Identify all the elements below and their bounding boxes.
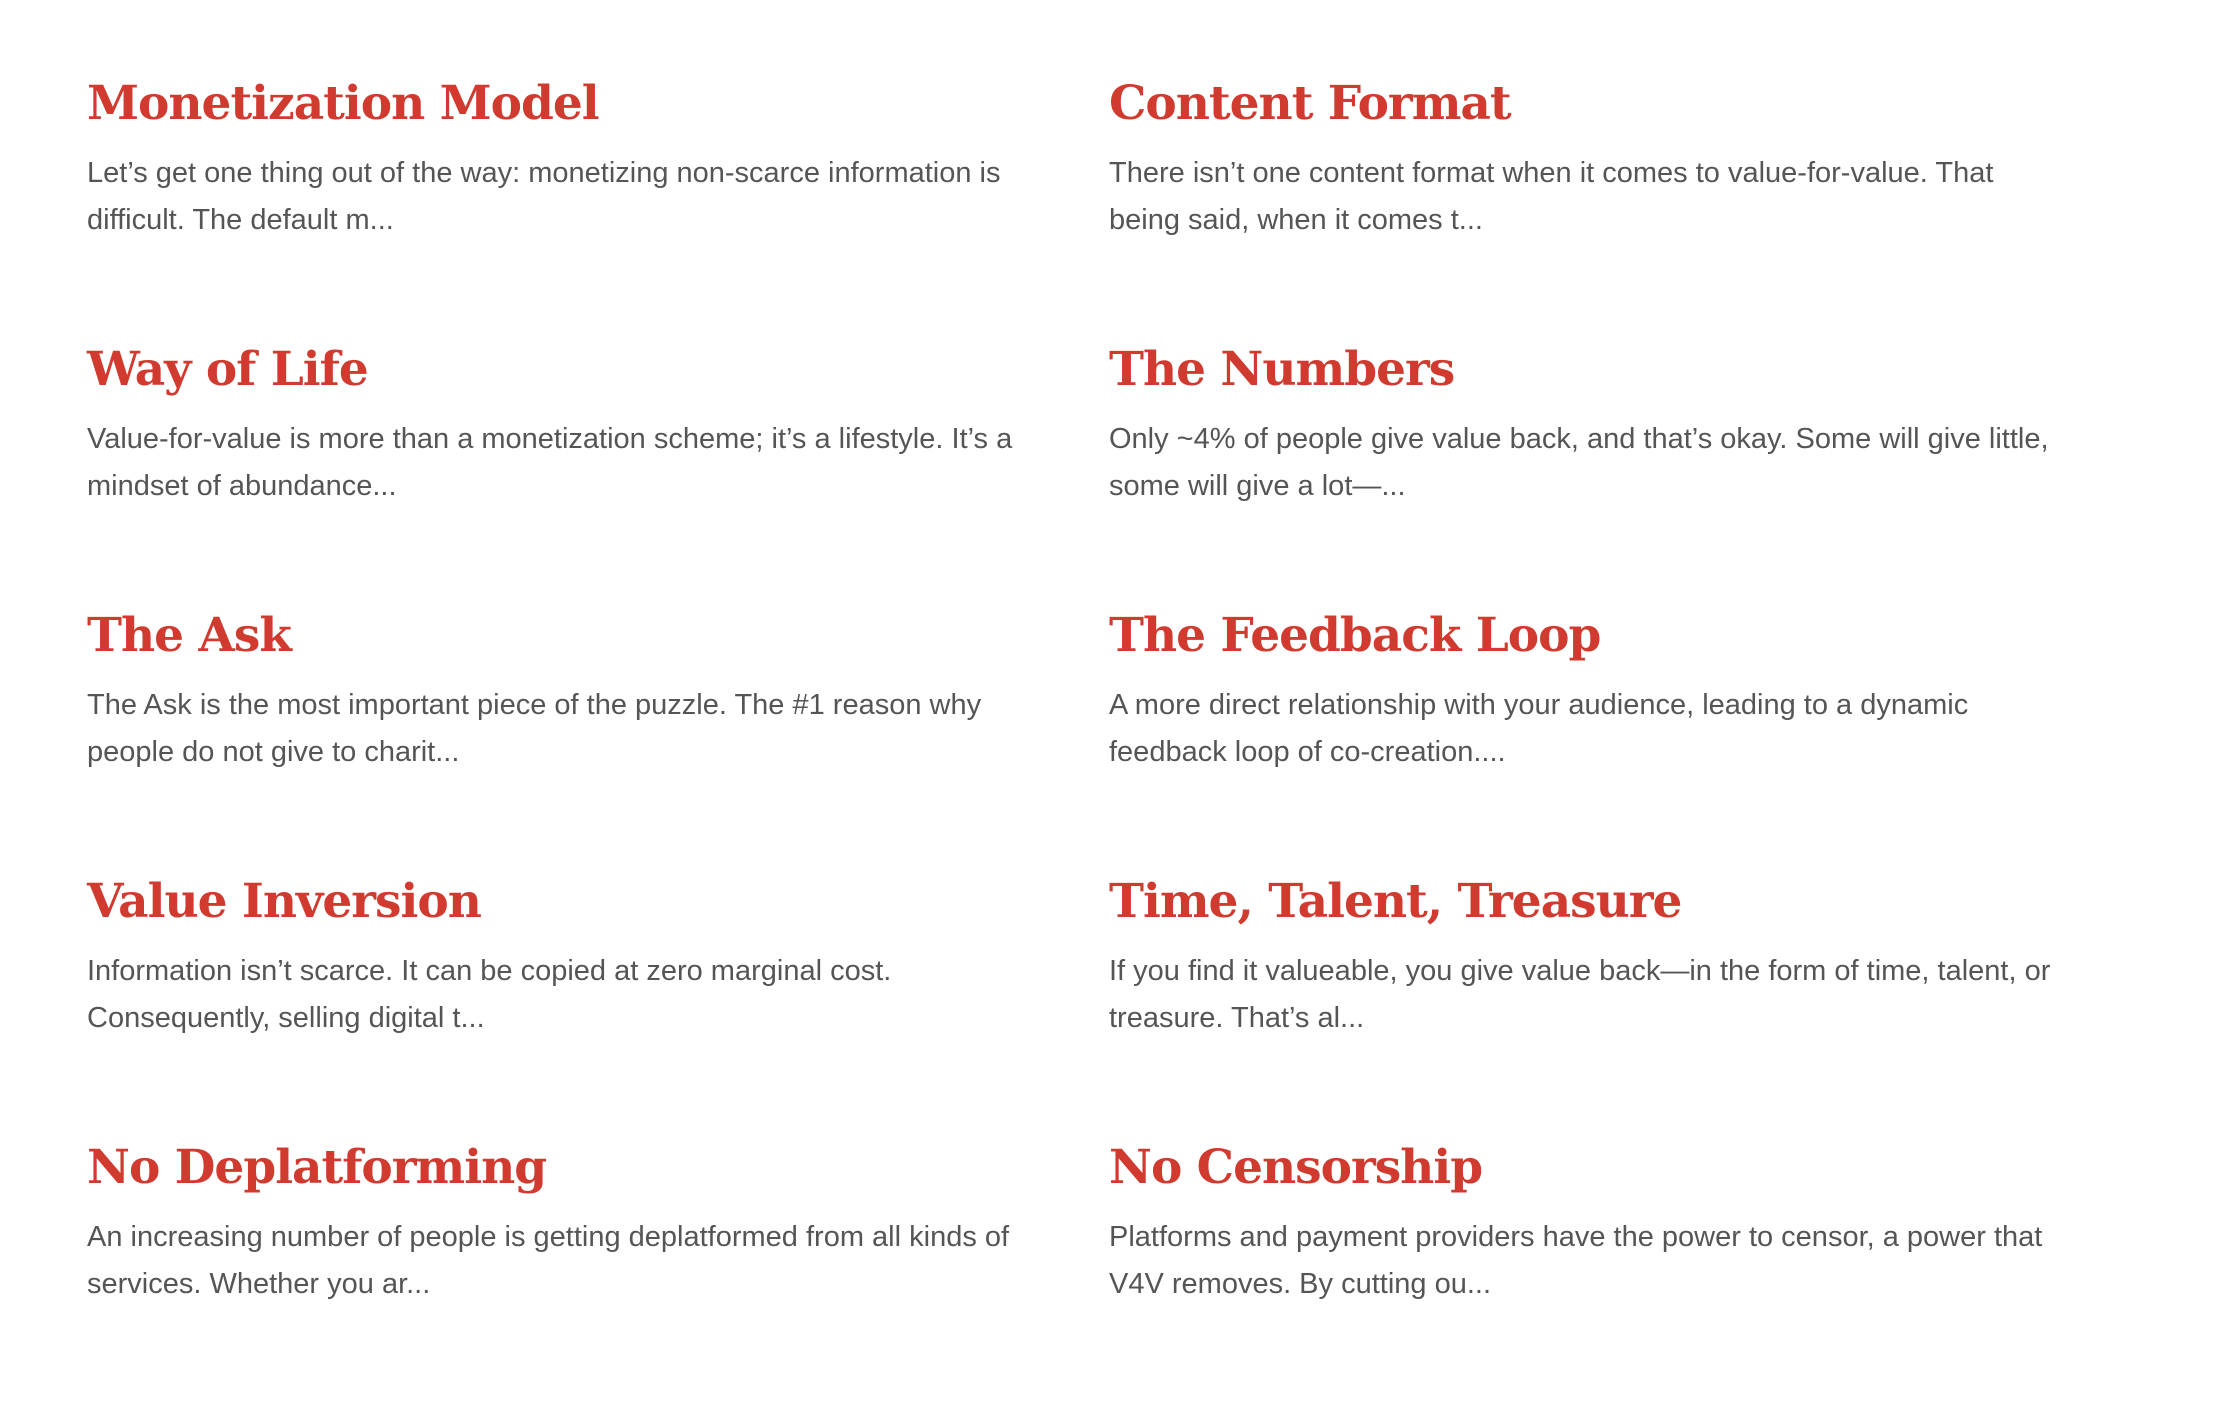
article-title[interactable]: The Feedback Loop: [1109, 608, 1601, 663]
article-title[interactable]: No Censorship: [1109, 1140, 1483, 1195]
article-card-content-format[interactable]: [1109, 72, 2077, 338]
article-excerpt: An increasing number of people is getting deplatformed from all kinds of services. Whether you ar...: [87, 1221, 1010, 1300]
article-title[interactable]: No Deplatforming: [87, 1140, 547, 1195]
article-card-value-inversion[interactable]: [87, 870, 1109, 1136]
article-card-the-ask[interactable]: [87, 604, 1109, 870]
article-excerpt: Value-for-value is more than a monetization scheme; it’s a lifestyle. It’s a mindset of abundance...: [87, 423, 1013, 502]
article-card-way-of-life[interactable]: [87, 338, 1109, 604]
article-excerpt: If you find it valueable, you give value back—in the form of time, talent, or treasure. That’s al...: [1109, 955, 2051, 1034]
article-excerpt: The Ask is the most important piece of the puzzle. The #1 reason why people do not give to charit...: [87, 689, 982, 768]
article-excerpt: There isn’t one content format when it comes to value-for-value. That being said, when it comes t...: [1109, 157, 1994, 236]
article-title[interactable]: Way of Life: [87, 342, 368, 397]
article-title[interactable]: Content Format: [1109, 76, 1511, 131]
article-card-monetization-model[interactable]: [87, 72, 1109, 338]
article-excerpt: Platforms and payment providers have the power to censor, a power that V4V removes. By cutting ou...: [1109, 1221, 2043, 1300]
article-excerpt: Let’s get one thing out of the way: monetizing non-scarce information is difficult. The default m...: [87, 157, 1001, 236]
article-title[interactable]: The Ask: [87, 608, 291, 663]
article-title[interactable]: Time, Talent, Treasure: [1109, 874, 1682, 929]
article-title[interactable]: Monetization Model: [87, 76, 599, 131]
article-excerpt: Only ~4% of people give value back, and that’s okay. Some will give little, some will give a lot—...: [1109, 423, 2049, 502]
article-card-the-feedback-loop[interactable]: [1109, 604, 2077, 870]
article-title[interactable]: The Numbers: [1109, 342, 1455, 397]
article-grid: [87, 72, 2077, 1402]
article-card-no-deplatforming[interactable]: [87, 1136, 1109, 1402]
article-card-time-talent-treasure[interactable]: [1109, 870, 2077, 1136]
article-card-the-numbers[interactable]: [1109, 338, 2077, 604]
article-excerpt: Information isn’t scarce. It can be copied at zero marginal cost. Consequently, selling digital t...: [87, 955, 892, 1034]
article-excerpt: A more direct relationship with your audience, leading to a dynamic feedback loop of co-creation....: [1109, 689, 1969, 768]
article-title[interactable]: Value Inversion: [87, 874, 481, 929]
article-card-no-censorship[interactable]: [1109, 1136, 2077, 1402]
